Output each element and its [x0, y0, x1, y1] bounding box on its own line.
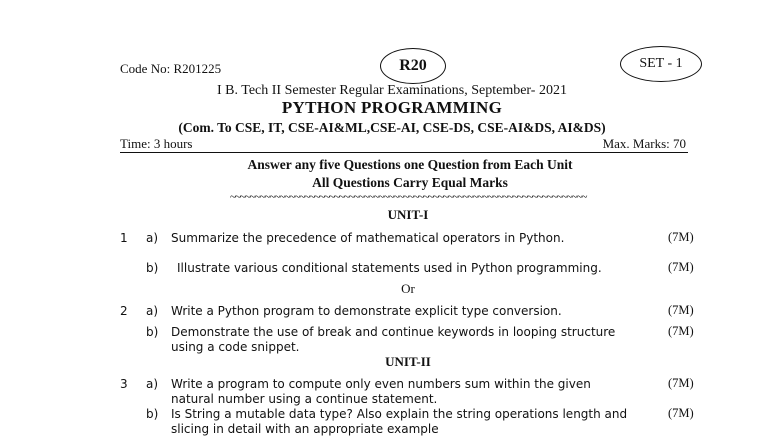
question-number: 3: [120, 377, 128, 391]
unit-heading: UNIT-I: [387, 207, 429, 222]
question-number: 2: [120, 304, 128, 318]
instruction-line-2: All Questions Carry Equal Marks: [312, 175, 508, 190]
question-text: Write a program to compute only even numbers sum within the given natural number using a continue statement.: [171, 377, 591, 406]
question-marks: (7M): [668, 303, 694, 317]
set-badge: SET - 1: [620, 46, 702, 82]
instruction-line-1: Answer any five Questions one Question from Each Unit: [247, 157, 573, 172]
question-text: Write a Python program to demonstrate explicit type conversion.: [171, 304, 562, 318]
question-sub-label: a): [146, 231, 159, 245]
time-label: Time: 3 hours: [120, 136, 193, 151]
question-marks: (7M): [668, 324, 694, 338]
header-divider: [120, 152, 688, 153]
subject-title: PYTHON PROGRAMMING: [281, 98, 503, 117]
question-text: Summarize the precedence of mathematical operators in Python.: [171, 231, 565, 245]
question-code: Code No: R201225: [120, 61, 222, 76]
question-marks: (7M): [668, 376, 694, 390]
branches-line: (Com. To CSE, IT, CSE-AI&ML,CSE-AI, CSE-DS, CSE-AI&DS, AI&DS): [178, 120, 606, 135]
question-number: 1: [120, 231, 128, 245]
question-text: Illustrate various conditional statements used in Python programming.: [177, 261, 602, 275]
question-sub-label: a): [146, 377, 159, 391]
or-separator: Or: [401, 281, 415, 296]
max-marks-label: Max. Marks: 70: [602, 136, 686, 151]
question-sub-label: b): [146, 325, 159, 339]
question-sub-label: b): [146, 407, 159, 421]
question-text: Is String a mutable data type? Also explain the string operations length and slicing in detail with an appropriate example: [171, 407, 628, 436]
question-sub-label: a): [146, 304, 159, 318]
unit-heading: UNIT-II: [385, 354, 431, 369]
exam-title: I B. Tech II Semester Regular Examinations, September- 2021: [217, 83, 567, 98]
question-marks: (7M): [668, 406, 694, 420]
regulation-badge: R20: [380, 48, 446, 84]
question-sub-label: b): [146, 261, 159, 275]
question-marks: (7M): [668, 260, 694, 274]
question-text: Demonstrate the use of break and continue keywords in looping structure using a code snippet.: [171, 325, 616, 354]
tilde-separator: ~~~~~~~~~~~~~~~~~~~~~~~~~~~~~~~~~~~~~~~~~~~~~~~~~~~~~~~~~~~~~~~~~~~~~~~~: [230, 191, 587, 203]
question-marks: (7M): [668, 230, 694, 244]
